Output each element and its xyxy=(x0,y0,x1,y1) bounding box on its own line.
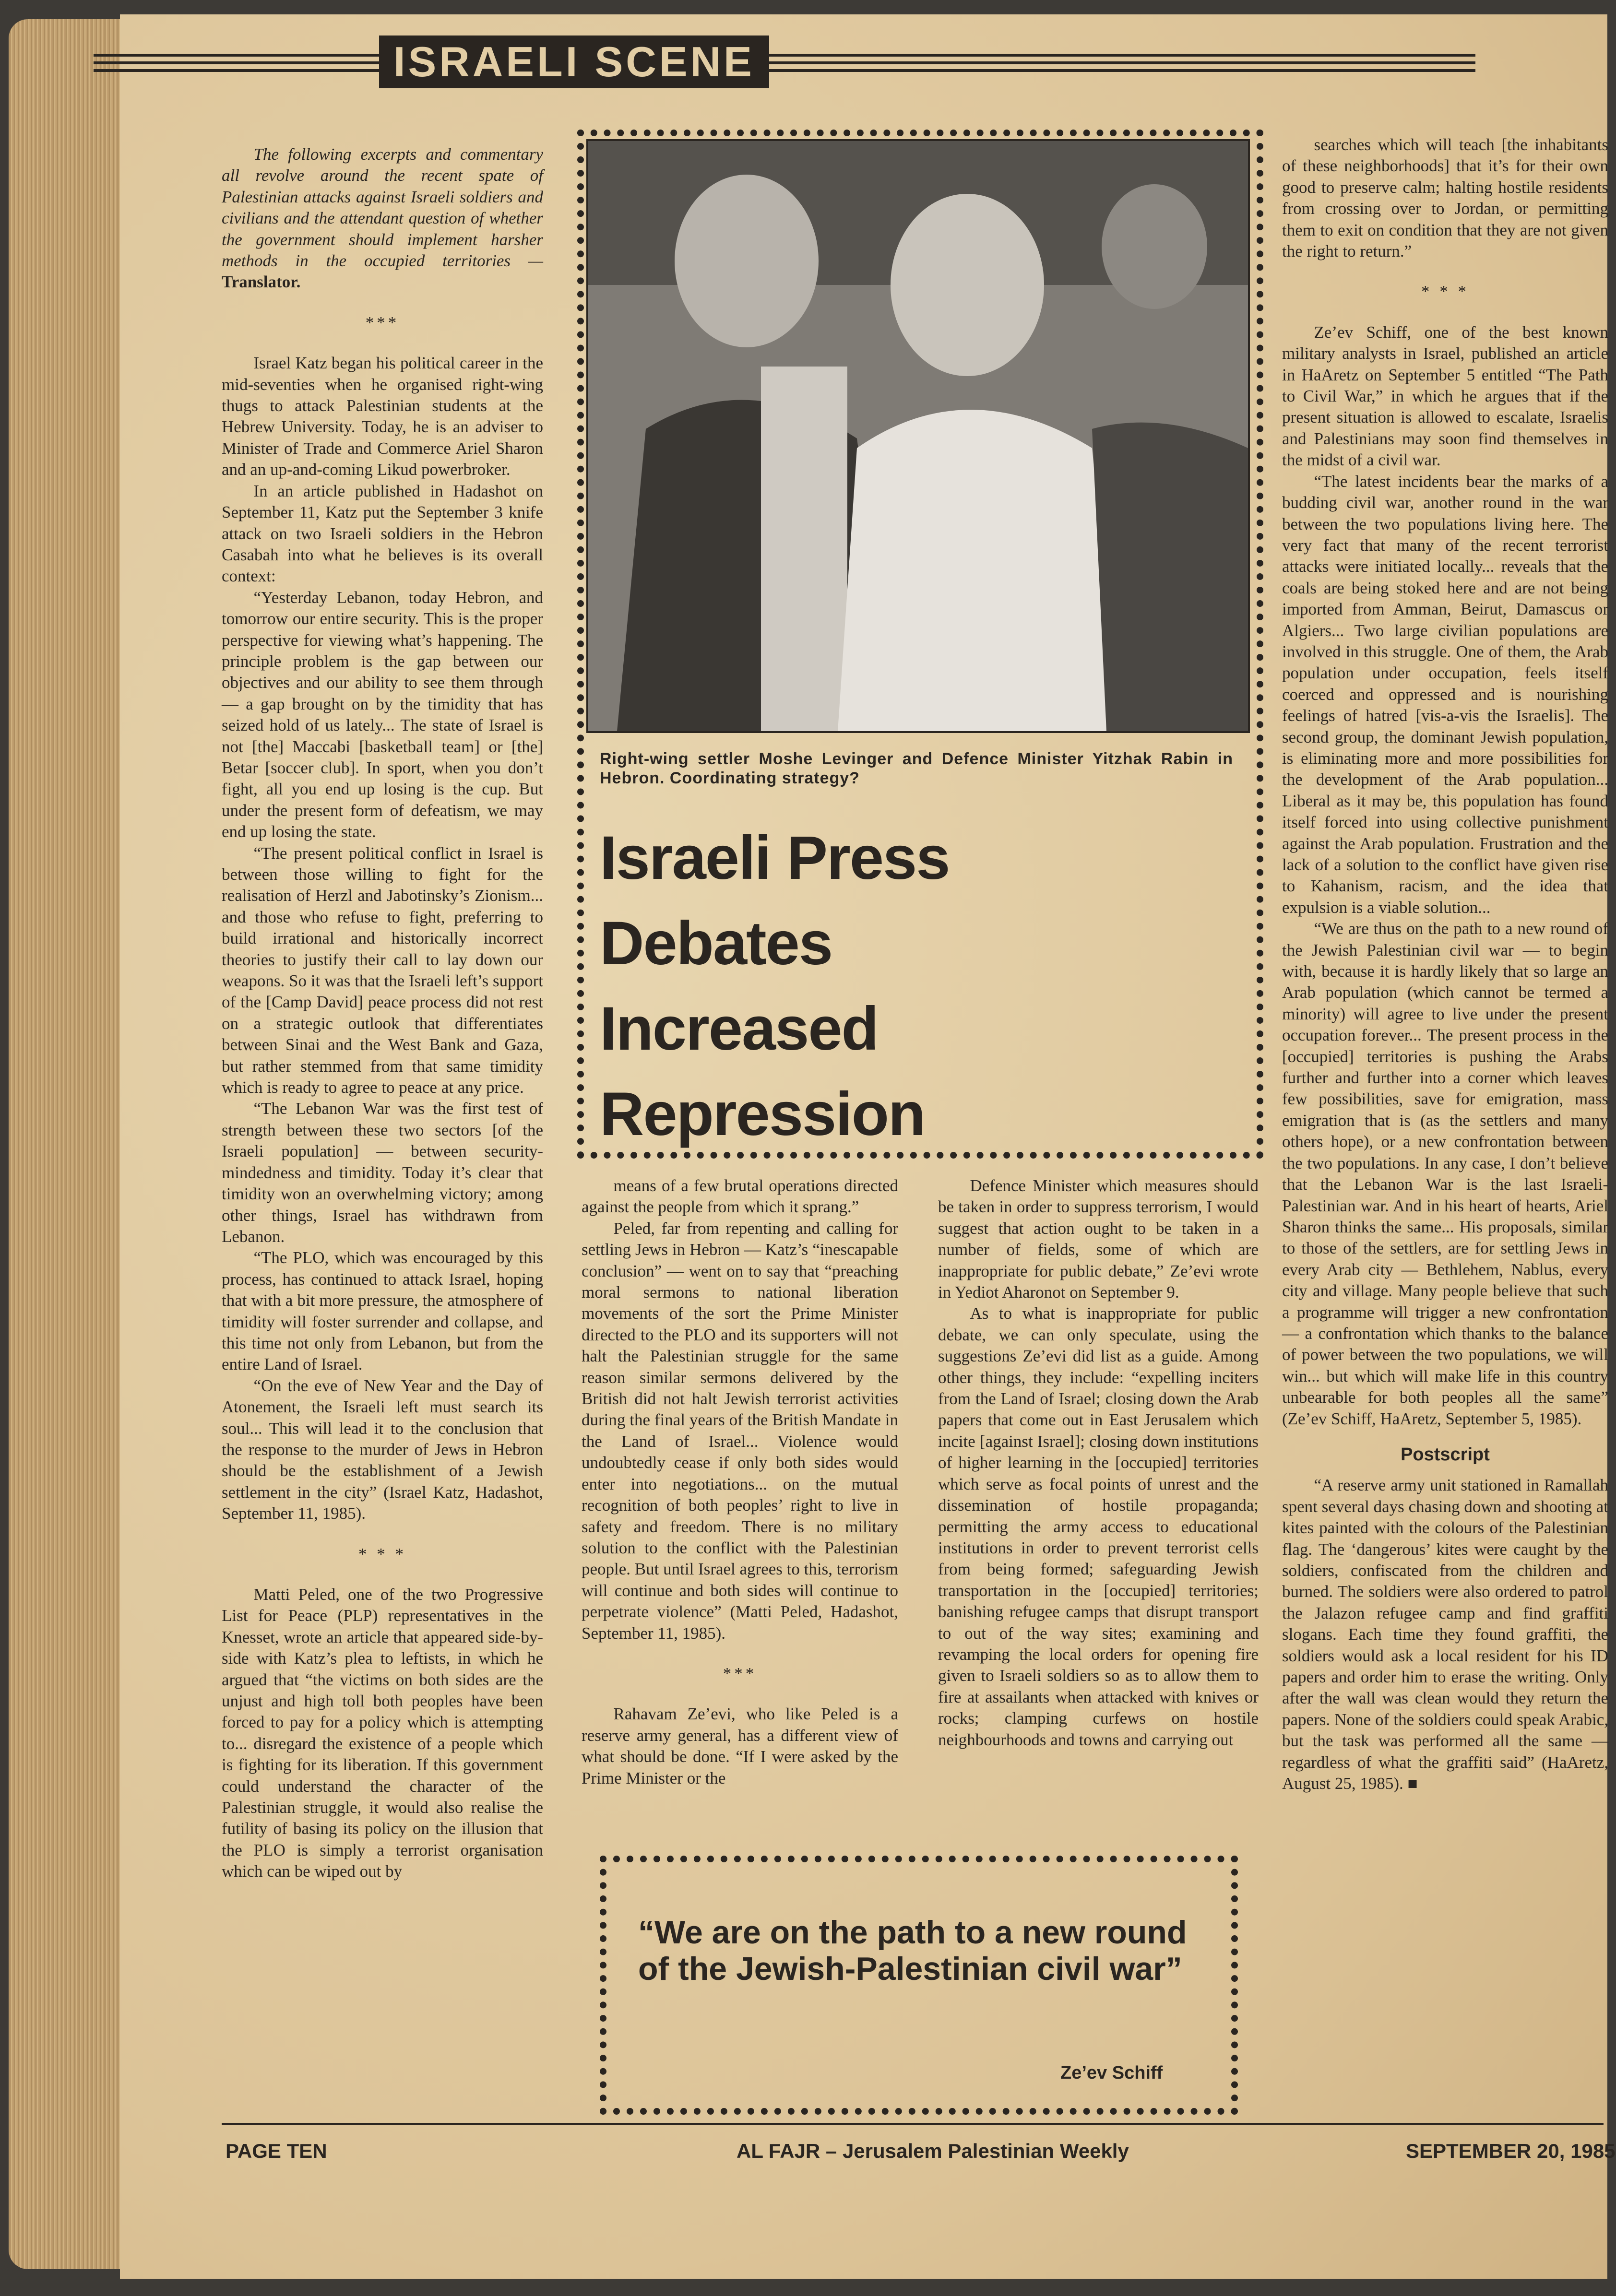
footer-page-number: PAGE TEN xyxy=(226,2140,327,2162)
article-paragraph: “The present political conflict in Israel is between those willing to fight for the realisation of Herzl and Jabotinsky’s Zionism... and those who refuse to fight, preferring to build irrational and historically incorrect theories to justify their call to lay down our weapons. So it was that the Israeli left’s support of the [Camp David] peace process did not rest on a strategic outlook that differentiates between Sinai and the West Bank and Gaza, but rather stemmed from that same timidity which is ready to agree to peace at any price. xyxy=(222,843,543,1097)
column-3-body xyxy=(938,1175,1259,1751)
column-2-body-b xyxy=(582,1704,898,1789)
article-paragraph: “We are thus on the path to a new round of the Jewish Palestinian civil war — to begin with, because it is hardly likely that so large an Arab population (which cannot be termed a minority) will agree to live under the present occupation forever... The present process in the [occupied] territories is pushing the Arabs further and further into a corner which leaves few possibilities, save for emigration, mass emigration that is (as the settlers and many others hope), or a new confrontation between the two populations. In any case, I don’t believe that the Lebanon War is the last Israeli-Palestinian war. And in his heart of hearts, Ariel Sharon thinks the same... His proposals, similar to those of the settlers, are for settling Jews in every Arab city — Bethlehem, Nablus, every city and village. Many people believe that such a programme will trigger a new confrontation — a confrontation which thanks to the balance of power between the two populations, we will win... but which will make life in this country unbearable for both peoples all the same” (Ze’ev Schiff, HaAretz, September 5, 1985). xyxy=(1282,919,1608,1428)
footer-rule xyxy=(222,2123,1604,2125)
column-3 xyxy=(938,1175,1259,1751)
photo-caption: Right-wing settler Moshe Levinger and Defence Minister Yitzhak Rabin in Hebron. Coordinating strategy? xyxy=(600,750,1233,787)
article-paragraph: “The latest incidents bear the marks of a budding civil war, another round in the war between the two populations living here. The very fact that many of the recent terrorist attacks were initiated locally... reveals that the coals are being stoked here and are not being imported from Amman, Beirut, Damascus or Algiers... Two large civilian populations are involved in this struggle. One of them, the Arab population under occupation, feels itself coerced and oppressed and is nourishing feelings of hatred [vis-a-vis the Israelis]. The second group, the dominant Jewish population, is eliminating more and more possibilities for the development of the Arab population... Liberal as it may be, this population has found itself forced into using collective punishment against the Arab population. Frustration and the lack of a solution to the conflict have given rise to Kahanism, racism, and the idea that expulsion is a viable solution... xyxy=(1282,472,1608,917)
footer-date: SEPTEMBER 20, 1985 xyxy=(1406,2140,1616,2162)
column-2-body xyxy=(582,1175,898,1644)
separator: *** xyxy=(723,1664,757,1683)
headline-line: Increased xyxy=(600,994,878,1063)
separator: * * * xyxy=(358,1544,406,1563)
article-paragraph: Defence Minister which measures should be taken in order to suppress terrorism, I would suggest that action ought to be taken in a number of fields, some of which are inappropriate for public debate,” Ze’evi wrote in Yediot Aharonot on September 9. xyxy=(938,1176,1259,1302)
masthead-rules xyxy=(94,44,1475,81)
headline-line: Israeli Press xyxy=(600,824,950,892)
column-4-body-b xyxy=(1282,322,1608,1430)
article-paragraph: means of a few brutal operations directed against the people from which it sprang.” xyxy=(582,1176,898,1217)
article-paragraph: As to what is inappropriate for public debate, we can only speculate, using the suggestions Ze’evi did list as a guide. Among other things, they include: “expelling inciters from the Land of Israel; closing down the Arab papers that come out in East Jerusalem which incite [against Israel]; closing down institutions of higher learning in the [occupied] territories which serve as focal points of unrest and the dissemination of hostile propaganda; permitting the army access to educational institutions in order to prevent terrorist cells from being formed; safeguarding Jewish transportation in the [occupied] territories; banishing refugee camps that disrupt transport to out of the way sites; examining and revamping the local orders for opening fire given to Israeli soldiers so as to allow them to fire at assailants when attacked with knives or rocks; clamping curfews on hostile neighbourhoods and towns and carrying out xyxy=(938,1304,1259,1749)
headline-line: Debates xyxy=(600,909,832,978)
book-page-edges xyxy=(9,19,129,2269)
column-1 xyxy=(222,144,543,1882)
news-photo xyxy=(586,139,1250,733)
article-paragraph: “Yesterday Lebanon, today Hebron, and tomorrow our entire security. This is the proper perspective for viewing what’s happening. The principle problem is the gap between our objectives and our ability to see them through — a gap brought on by the timidity that has seized hold of us lately... The state of Israel is not [the] Maccabi [basketball team] or [the] Betar [soccer club]. In sport, when you don’t fight, all you end up losing is the cup. But under the present form of defeatism, we may end up losing the state. xyxy=(222,588,543,841)
article-paragraph: Ze’ev Schiff, one of the best known military analysts in Israel, published an article in HaAretz on September 5 entitled “The Path to Civil War,” in which he argues that if the present situation is allowed to escalate, Israelis and Palestinians may soon find themselves in the midst of a civil war. xyxy=(1282,322,1608,470)
postscript-body xyxy=(1282,1475,1608,1794)
article-paragraph: Rahavam Ze’evi, who like Peled is a reserve army general, has a different view of what should be done. “If I were asked by the Prime Minister or the xyxy=(582,1704,898,1787)
headline xyxy=(600,816,1233,1157)
column-1-body xyxy=(222,353,543,1524)
section-title: ISRAELI SCENE xyxy=(379,36,769,88)
pull-quote-text: “We are on the path to a new round of the Jewish-Palestinian civil war” xyxy=(638,1914,1187,1987)
footer-publication: AL FAJR – Jerusalem Palestinian Weekly xyxy=(737,2140,1129,2162)
article-paragraph: searches which will teach [the inhabitants of these neighborhoods] that it’s for their own good to preserve calm; halting hostile residents from crossing over to Jordan, or permitting them to exit on condition that they are not given the right to return.” xyxy=(1282,135,1608,261)
headline-line: Repression xyxy=(600,1080,925,1148)
photo-illustration xyxy=(588,141,1248,731)
article-paragraph: Israel Katz began his political career in the mid-seventies when he organised right-wing thugs to attack Palestinian students at the Hebrew University. Today, he is an adviser to Minister of Trade and Commerce Ariel Sharon and an up-and-coming Likud powerbroker. xyxy=(222,354,543,479)
column-4 xyxy=(1282,134,1608,1794)
article-paragraph: In an article published in Hadashot on September 11, Katz put the September 3 knife attack on two Israeli soldiers in the Hebron Casabah into what he believes is its overall context: xyxy=(222,481,543,586)
article-paragraph: “The Lebanon War was the first test of strength between these two sectors [of the Israeli population] — between security-mindedness and timidity. Today it’s clear that timidity won an overwhelming victory; among other things, Israel has withdrawn from Lebanon. xyxy=(222,1099,543,1246)
article-paragraph: “The PLO, which was encouraged by this process, has continued to attack Israel, hoping that with a bit more pressure, the atmosphere of timidity will foster surrender and collapse, and this time not only from Lebanon, but from the entire Land of Israel. xyxy=(222,1248,543,1374)
article-paragraph: Matti Peled, one of the two Progressive List for Peace (PLP) representatives in the Knesset, wrote an article that appeared side-by-side with Katz’s plea to leftists, in which he argued that “the victims on both sides are the unjust and high toll both peoples have been forced to pay for a policy which is attempting to... disregard the existence of a people which is fighting for its liberation. If this government could understand the character of the Palestinian struggle, it would also realise the futility of basing its policy on the illusion that the PLO is simply a terrorist organisation which can be wiped out by xyxy=(222,1585,543,1881)
article-paragraph: Peled, far from repenting and calling for settling Jews in Hebron — Katz’s “inescapable conclusion” — went on to say that “preaching moral sermons to national liberation movements of the sort the Prime Minister directed to the PLO and its supporters will not halt the Palestinian struggle for the same reason similar sermons delivered by the British did not halt Jewish terrorist activities during the final years of the British Mandate in the Land of Israel... Violence would undoubtedly cease if only both sides would enter into negotiations... on the mutual recognition of both peoples’ right to live in safety and freedom. There is no military solution to the conflict with the Palestinian people. But until Israel agrees to this, terrorism will continue and both sides will continue to perpetrate violence” (Matti Peled, Hadashot, September 11, 1985). xyxy=(582,1219,898,1643)
pull-quote-author: Ze’ev Schiff xyxy=(1060,2063,1163,2083)
postscript-heading: Postscript xyxy=(1401,1444,1490,1465)
separator: *** xyxy=(365,313,400,332)
separator: * * * xyxy=(1421,282,1469,301)
article-paragraph: “A reserve army unit stationed in Ramallah spent several days chasing down and shooting at kites painted with the colours of the Palestinian flag. The ‘dangerous’ kites were caught by the soldiers, confiscated from the children and burned. The soldiers were also ordered to patrol the Jalazon refugee camp and find graffiti slogans. Each time they found graffiti, the soldiers would ask a local resident for his ID papers and order him to erase the writing. Only after the wall was clean would they return the papers. None of the soldiers could speak Arabic, but the task was performed all the same — regardless of what the graffiti said” (HaAretz, August 25, 1985). ■ xyxy=(1282,1476,1608,1793)
intro-text: The following excerpts and commentary all revolve around the recent spate of Palestinian attacks against Israeli soldiers and civilians and the attendant question of whether the government should implement harsher methods in the occupied territories — Translator. xyxy=(222,145,543,292)
article-paragraph: “On the eve of New Year and the Day of Atonement, the Israeli left must search its soul... This will lead it to the conclusion that the response to the murder of Jews in Hebron should be the establishment of a Jewish settlement in the city” (Israel Katz, Hadashot, September 11, 1985). xyxy=(222,1376,543,1523)
column-4-body xyxy=(1282,134,1608,262)
column-1-body-b xyxy=(222,1584,543,1882)
column-2 xyxy=(582,1175,898,1789)
